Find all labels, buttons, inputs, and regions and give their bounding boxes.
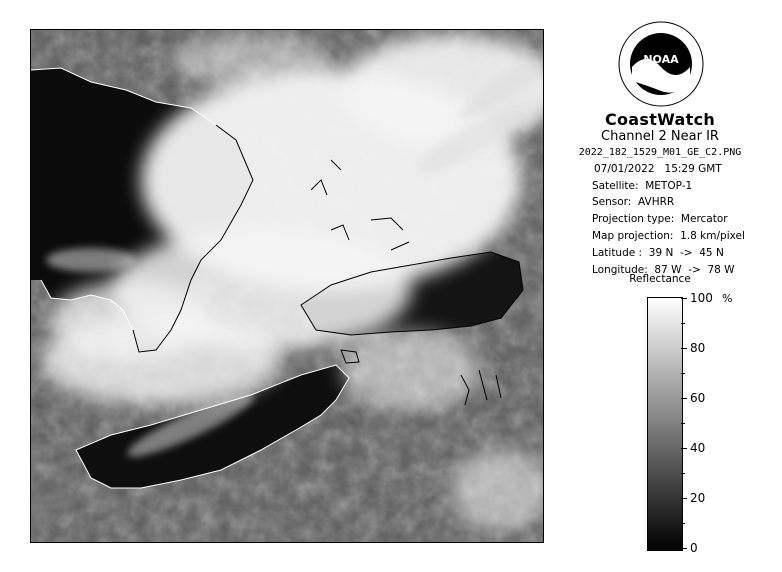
- colorbar-tick: [681, 548, 687, 549]
- colorbar-tick: [681, 448, 687, 449]
- sensor-info: Sensor: AVHRR: [592, 196, 675, 208]
- latitude-range: Latitude : 39 N -> 45 N: [592, 247, 724, 259]
- legend-unit: %: [722, 292, 733, 305]
- colorbar-tick-label: 100: [690, 291, 713, 305]
- longitude-range: Longitude: 87 W -> 78 W: [592, 264, 735, 276]
- satellite-image-svg: [31, 30, 543, 542]
- colorbar-tick: [681, 298, 687, 299]
- colorbar-tick: [681, 373, 685, 374]
- brand-title: CoastWatch: [604, 110, 716, 129]
- colorbar-tick: [681, 323, 685, 324]
- map-projection: Map projection: 1.8 km/pixel: [592, 230, 745, 242]
- colorbar-tick: [681, 348, 687, 349]
- svg-text:NOAA: NOAA: [643, 53, 679, 66]
- satellite-image: [30, 29, 544, 543]
- reflectance-colorbar: [647, 297, 683, 551]
- colorbar-tick: [681, 398, 687, 399]
- colorbar-tick-label: 0: [690, 541, 698, 555]
- colorbar-tick-label: 40: [690, 441, 706, 455]
- file-name: 2022_182_1529_M01_GE_C2.PNG: [578, 147, 742, 158]
- colorbar-tick: [681, 473, 685, 474]
- channel-label: Channel 2 Near IR: [601, 129, 719, 144]
- colorbar-tick-label: 80: [690, 341, 706, 355]
- colorbar-tick: [681, 523, 685, 524]
- colorbar-tick-label: 60: [690, 391, 706, 405]
- noaa-logo: [618, 21, 704, 107]
- colorbar-tick: [681, 423, 685, 424]
- legend-title: Reflectance: [629, 273, 691, 285]
- colorbar-tick: [681, 498, 687, 499]
- satellite-info: Satellite: METOP-1: [592, 180, 693, 192]
- colorbar-tick-label: 20: [690, 491, 706, 505]
- datetime: 07/01/2022 15:29 GMT: [594, 163, 722, 175]
- projection-type: Projection type: Mercator: [592, 213, 728, 225]
